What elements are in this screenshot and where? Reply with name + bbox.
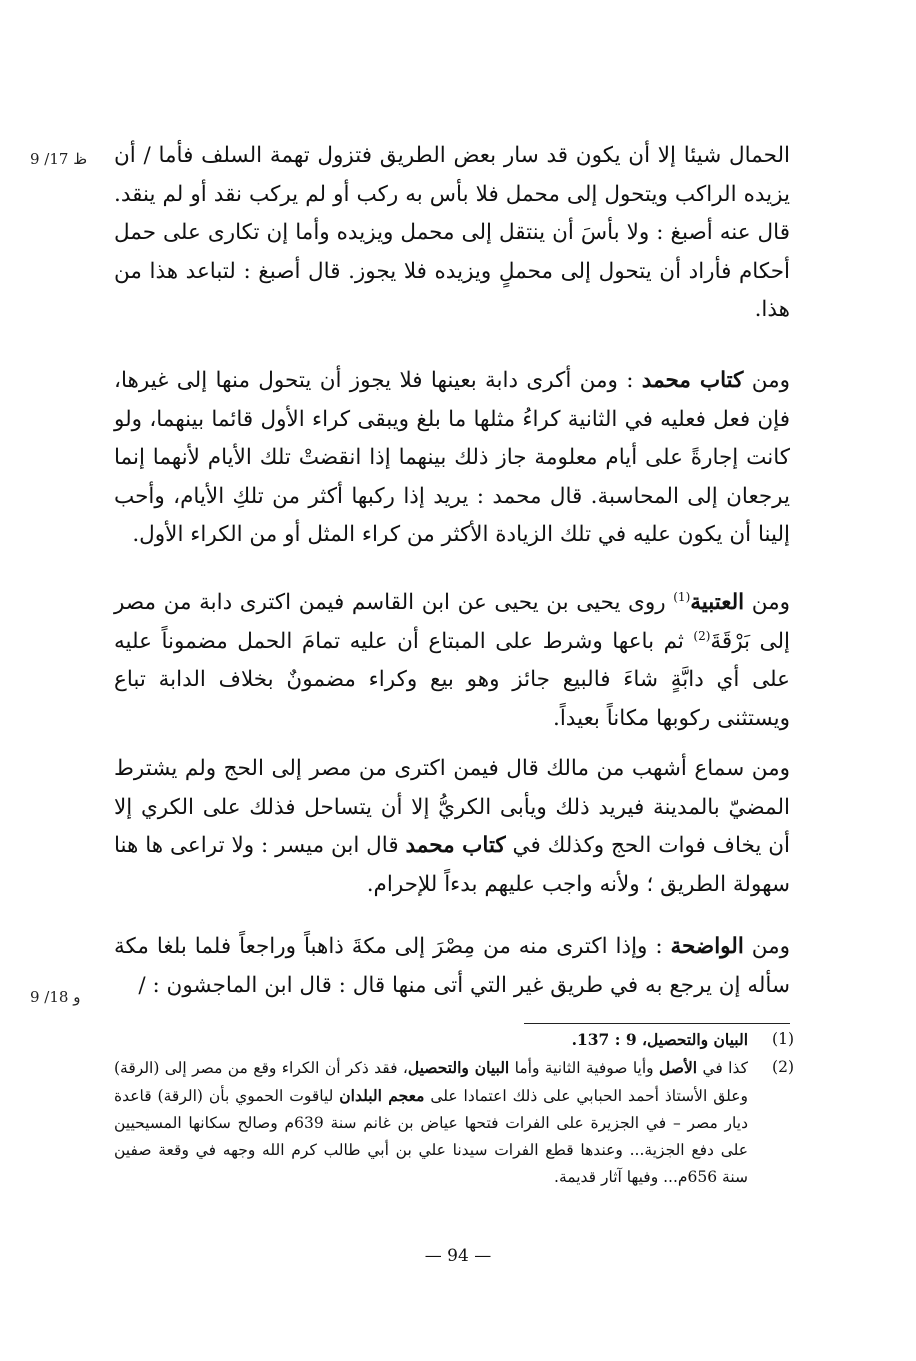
paragraph-2-post: : ومن أكرى دابة بعينها فلا يجوز أن يتحول منها إلى غيرها، فإن فعل فعليه في الثانية كراءُ مثلها ما بلغ ويبقى كراء الأول قائما بينهما، ولو كانت إجارةً على أيام معلومة جاز ذلك بينهما إذا انقضتْ تلك الأيام لأنهما إنما يرجعان إلى المحاسبة. قال محمد : يريد إذا ركبها أكثر من تلكِ الأيام، وأحب إلينا أن يكون عليه في تلك الزيادة الأكثر من كراء المثل أو من الكراء الأول. xyxy=(114,368,790,547)
paragraph-1-text: الحمال شيئا إلا أن يكون قد سار بعض الطريق فتزول تهمة السلف فأما / أن يزيده الراكب ويتحول إلى محمل فلا بأس به ركب أو لم يركب نقد أو لم ينقد. قال عنه أصبغ : ولا بأسَ أن ينتقل إلى محمل ويزيده وأما إن تكارى على حمل أحكام فأراد أن يتحول إلى محملٍ ويزيده فلا يجوز. قال أصبغ : لتباعد هذا من هذا. xyxy=(114,143,790,322)
paragraph-3 xyxy=(114,584,790,738)
paragraph-3-text xyxy=(114,584,790,738)
footnote-2-text-d: لياقوت الحموي بأن (الرقة) قاعدة ديار مصر – في الجزيرة على الفرات فتحها عياض بن غانم سنة 639م وصالح سكانها المسيحيين على دفع الجزية... وعندها قطع الفرات سيدنا علي بن أبي طالب كرم الله وجهه في وقعة صفين سنة 656م... وفيها آثار قديمة. xyxy=(114,1087,748,1186)
paragraph-4 xyxy=(114,750,790,904)
paragraph-5-post: : وإذا اكترى منه من مِصْرَ إلى مكةَ ذاهباً وراجعاً فلما بلغا مكة سأله إن يرجع به في طريق غير التي أتى منها قال : قال ابن الماجشون : / xyxy=(114,934,790,998)
footnotes xyxy=(114,1026,794,1191)
book-title-kitab-muhammad: كتاب محمد xyxy=(641,368,744,393)
paragraph-5-text xyxy=(114,928,790,1005)
footnote-separator xyxy=(524,1023,790,1024)
footnote-2-bold-b: البيان والتحصيل xyxy=(407,1058,510,1077)
paragraph-2-pre: ومن xyxy=(743,368,790,393)
footnote-2-text-b: وأيا صوفية الثانية وأما xyxy=(509,1059,660,1077)
paragraph-5 xyxy=(114,928,790,1005)
footnote-ref-2: (2) xyxy=(693,628,711,643)
paragraph-3-mid: روى يحيى بن يحيى عن ابن القاسم فيمن اكترى دابة من مصر إلى بَرْقَةَ xyxy=(114,590,790,654)
paragraph-4-post: قال ابن ميسر : ولا تراعى ها هنا سهولة الطريق ؛ ولأنه واجب عليهم بدءاً للإحرام. xyxy=(114,833,790,897)
paragraph-4-pre: ومن سماع أشهب من مالك قال فيمن اكترى من مصر إلى الحج ولم يشترط المضيّ بالمدينة فيريد ذلك ويأبى الكريُّ إلا أن يتساحل فذلك على الكري إلا أن يخاف فوات الحج وكذلك في xyxy=(114,756,791,858)
footnote-1 xyxy=(114,1026,794,1054)
footnote-2-bold-c: معجم البلدان xyxy=(339,1086,425,1105)
footnote-ref-1: (1) xyxy=(673,589,691,604)
paragraph-1 xyxy=(114,137,790,330)
paragraph-3-pre: ومن xyxy=(744,590,790,615)
book-title-wadiha: الواضحة xyxy=(670,934,744,959)
footnote-1-source: البيان والتحصيل، 9 : 137. xyxy=(571,1030,748,1049)
footnote-2-number: (2) xyxy=(772,1058,794,1076)
book-title-kitab-muhammad-2: كتاب محمد xyxy=(405,833,506,858)
book-title-utbiyya: العتبية xyxy=(690,590,745,615)
paragraph-2-text xyxy=(114,362,790,555)
footnote-2-bold-a: الأصل xyxy=(659,1058,698,1077)
paragraph-5-pre: ومن xyxy=(743,934,791,959)
paragraph-2 xyxy=(114,362,790,555)
page-number: — 94 — xyxy=(424,1246,492,1266)
paragraph-3-post: ثم باعها وشرط على المبتاع أن عليه تمامَ الحمل مضموناً عليه على أي دابَّةٍ شاءَ فالبيع جائز وهو بيع وكراء مضمونٌ بخلاف الدابة تباع ويستثنى ركوبها مكاناً بعيداً. xyxy=(114,628,790,731)
footnote-2-text-a: كذا في xyxy=(697,1059,748,1077)
footnote-2 xyxy=(114,1054,794,1191)
margin-folio-note-bottom: 9 /18 و xyxy=(30,988,81,1006)
footnote-2-text-c: ، فقد ذكر أن الكراء وقع من مصر إلى (الرقة) وعلق الأستاذ أحمد الحبابي على ذلك اعتمادا على xyxy=(114,1059,748,1105)
paragraph-4-text xyxy=(114,750,790,904)
margin-folio-note-top: 9 /17 ظ xyxy=(30,150,88,168)
footnote-1-number: (1) xyxy=(772,1030,794,1048)
